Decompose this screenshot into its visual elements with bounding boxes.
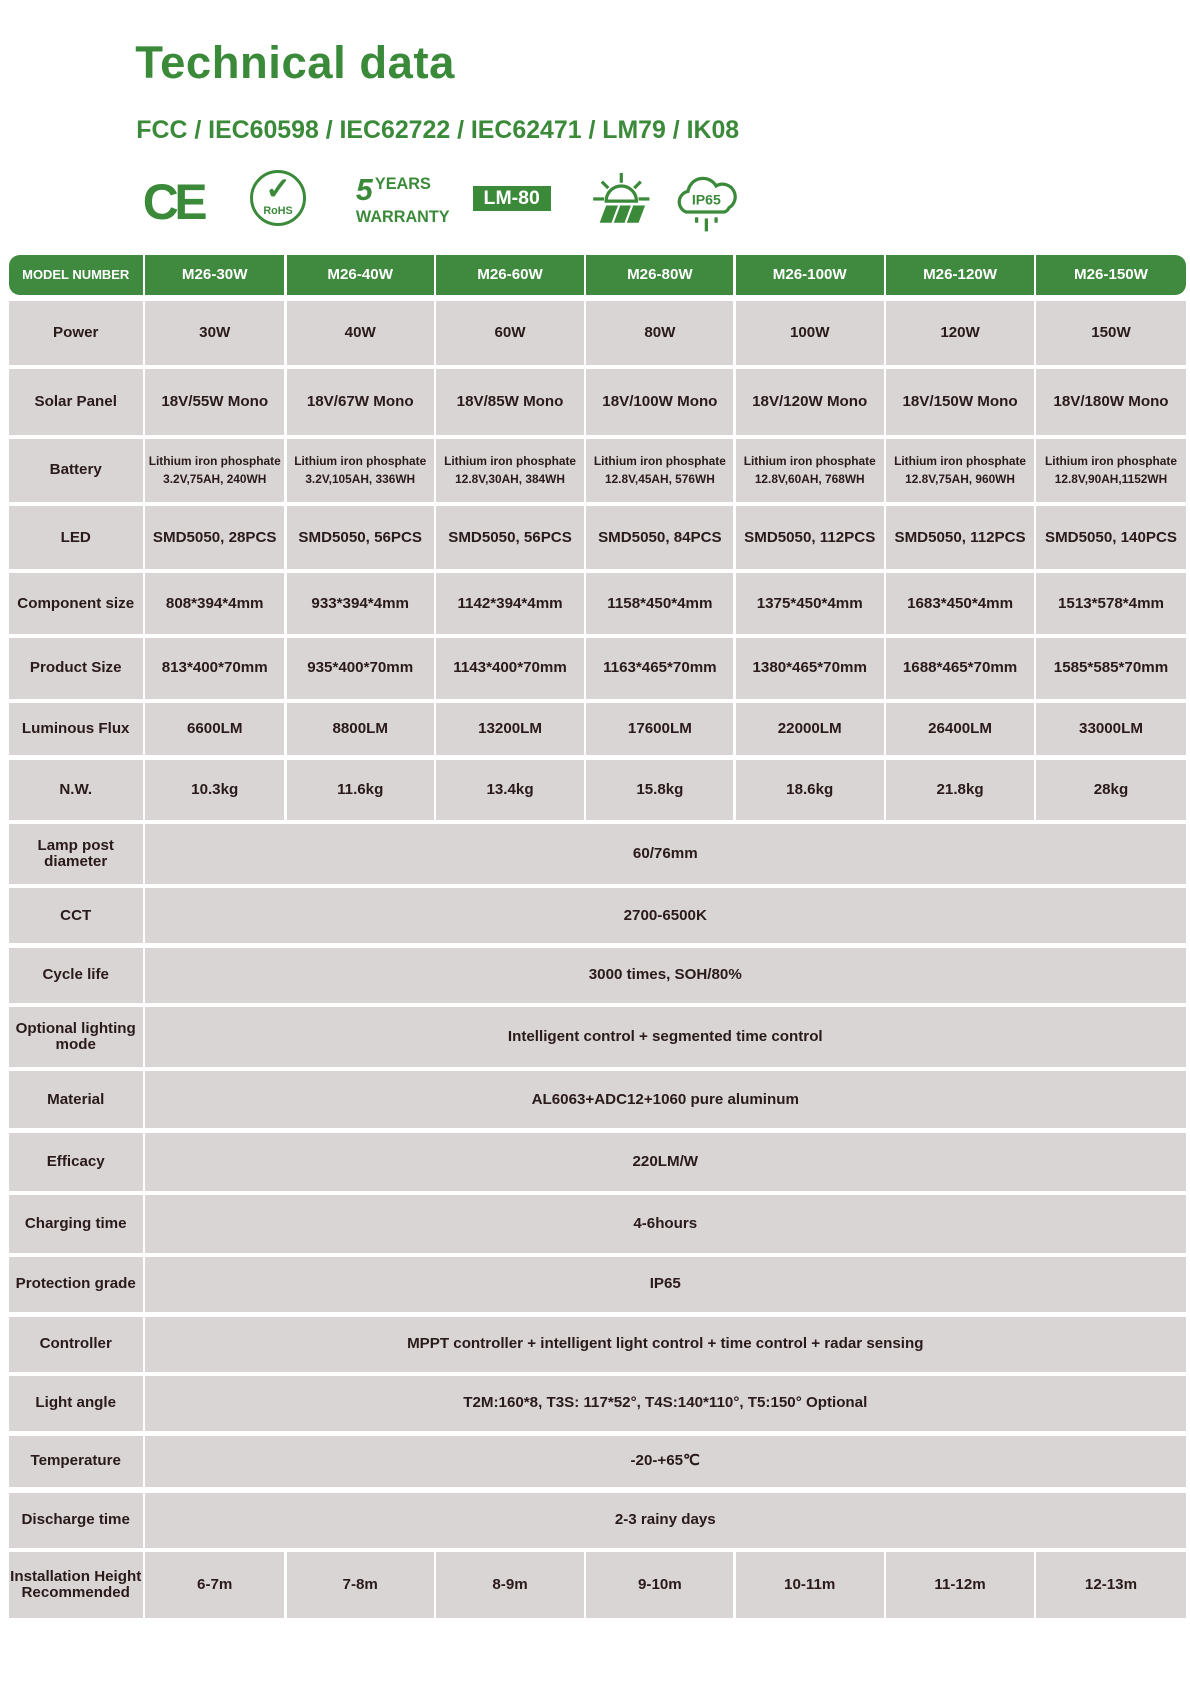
row-value-text: 10-11m — [784, 1576, 836, 1594]
rohs-label: RoHS — [263, 205, 293, 218]
row-value-merged — [145, 1317, 1186, 1372]
row-value — [1036, 703, 1185, 755]
row-value-text: 9-10m — [638, 1576, 682, 1594]
row-label-text: Charging time — [24, 1214, 127, 1232]
row-label-text: CCT — [60, 906, 92, 924]
row-value — [886, 439, 1034, 502]
row-label-text: Protection grade — [15, 1275, 136, 1293]
row-value-text: Lithium iron phosphate 12.8V,75AH, 960WH — [894, 454, 1027, 486]
row-value-text: 1375*450*4mm — [756, 594, 863, 612]
row-value — [145, 573, 285, 634]
row-label-text: Efficacy — [46, 1152, 105, 1170]
table-row — [9, 369, 1186, 435]
row-value-text: 11.6kg — [337, 781, 384, 799]
header-model-number-text: MODEL NUMBER — [22, 267, 130, 283]
ip65-label: IP65 — [691, 191, 721, 208]
row-label — [9, 1007, 143, 1066]
row-value-text: 17600LM — [627, 720, 692, 737]
header-model — [287, 255, 434, 295]
row-value-text: 18V/180W Mono — [1053, 392, 1169, 410]
row-value — [736, 369, 884, 435]
header-model-text: M26-30W — [181, 266, 248, 284]
row-value-text: Lithium iron phosphate 3.2V,75AH, 240WH — [148, 454, 281, 486]
row-value — [586, 506, 733, 569]
row-value — [145, 703, 285, 755]
row-value-text: 6-7m — [197, 1576, 233, 1594]
row-value-text: 11-12m — [934, 1576, 986, 1594]
row-value-text: 1688*465*70mm — [902, 659, 1018, 677]
row-value — [436, 638, 584, 699]
row-label-text: Discharge time — [21, 1511, 130, 1529]
row-value — [736, 638, 884, 699]
warranty-years: YEARS — [374, 175, 431, 194]
row-value — [436, 1552, 584, 1618]
row-value — [1036, 573, 1185, 634]
row-value — [287, 301, 434, 365]
row-value — [886, 506, 1034, 569]
row-value — [287, 638, 434, 699]
row-value-text: 18.6kg — [786, 781, 834, 799]
table-row — [9, 888, 1186, 943]
row-value-text: 18V/120W Mono — [752, 392, 868, 410]
row-value-text: 18V/55W Mono — [161, 392, 269, 410]
row-value — [436, 301, 584, 365]
row-value-text: SMD5050, 140PCS — [1044, 528, 1177, 546]
row-label — [9, 1257, 143, 1312]
row-value-merged — [145, 1257, 1186, 1312]
row-label — [9, 1493, 143, 1548]
row-value — [436, 506, 584, 569]
header-model-text: M26-120W — [923, 266, 998, 284]
row-value-text: 15.8kg — [636, 781, 684, 799]
row-label — [9, 1436, 143, 1488]
table-row — [9, 573, 1186, 634]
row-value-text: 33000LM — [1079, 720, 1143, 737]
table-row — [9, 1436, 1186, 1488]
row-value-merged-text: MPPT controller + intelligent light control + time control + radar sensing — [407, 1334, 924, 1352]
row-value — [1036, 638, 1185, 699]
row-label-text: Product Size — [29, 659, 122, 677]
row-value-text: 10.3kg — [191, 781, 239, 799]
row-label — [9, 824, 143, 883]
row-value — [145, 506, 285, 569]
header-model-text: M26-80W — [627, 266, 693, 284]
row-label-text: Lamp post diameter — [37, 836, 114, 871]
row-value-merged-text: 220LM/W — [632, 1152, 699, 1170]
header-model-number — [9, 255, 143, 295]
row-value-text: 60W — [494, 323, 526, 341]
row-value — [287, 506, 434, 569]
row-label — [9, 1133, 143, 1191]
row-label — [9, 703, 143, 755]
row-label-text: Battery — [49, 461, 102, 479]
row-value — [1036, 439, 1185, 502]
row-value-merged-text: -20-+65℃ — [630, 1452, 701, 1470]
row-value-text: Lithium iron phosphate 12.8V,90AH,1152WH — [1045, 454, 1177, 486]
row-value-text: 1158*450*4mm — [607, 594, 713, 612]
header-model — [886, 255, 1034, 295]
row-value — [736, 1552, 884, 1618]
row-value-text: 1683*450*4mm — [907, 594, 1014, 612]
table-row — [9, 1552, 1186, 1618]
row-value-text: 1143*400*70mm — [453, 659, 567, 677]
row-value-merged — [145, 888, 1186, 943]
row-value-text: Lithium iron phosphate 3.2V,105AH, 336WH — [294, 454, 427, 486]
table-header-row — [9, 255, 1186, 295]
row-label-text: Luminous Flux — [21, 720, 130, 737]
row-value-text: 8800LM — [332, 720, 388, 737]
row-label — [9, 888, 143, 943]
header-model — [436, 255, 584, 295]
row-value — [886, 760, 1034, 819]
row-label — [9, 1376, 143, 1431]
row-value-merged — [145, 1071, 1186, 1128]
table-row — [9, 948, 1186, 1003]
row-value-text: Lithium iron phosphate 12.8V,45AH, 576WH — [593, 454, 726, 486]
row-value-merged-text: 60/76mm — [632, 844, 698, 862]
row-value — [586, 369, 733, 435]
row-value-text: Lithium iron phosphate 12.8V,60AH, 768WH — [743, 454, 876, 486]
solar-panel-sun-icon — [591, 173, 652, 232]
row-value-merged — [145, 948, 1186, 1003]
row-value-text: 40W — [344, 323, 376, 341]
table-row — [9, 1317, 1186, 1372]
lm80-icon: LM-80 — [473, 186, 551, 211]
row-value-text: SMD5050, 112PCS — [744, 528, 876, 546]
row-value — [145, 369, 285, 435]
row-value-merged — [145, 1493, 1186, 1548]
row-value-merged-text: 2700-6500K — [623, 906, 707, 924]
row-label — [9, 638, 143, 699]
row-label-text: Solar Panel — [34, 392, 117, 410]
row-label-text: Controller — [39, 1334, 112, 1352]
row-value — [736, 439, 884, 502]
row-value — [586, 703, 733, 755]
table-row — [9, 1071, 1186, 1128]
table-row — [9, 1257, 1186, 1312]
row-label-text: Material — [47, 1090, 105, 1108]
row-value — [145, 439, 285, 502]
row-value-merged-text: AL6063+ADC12+1060 pure aluminum — [531, 1090, 799, 1108]
row-value — [586, 439, 733, 502]
row-value — [145, 1552, 285, 1618]
row-label — [9, 369, 143, 435]
row-value — [145, 301, 285, 365]
row-label — [9, 1195, 143, 1252]
row-value-text: 18V/150W Mono — [902, 392, 1018, 410]
row-label-text: Light angle — [35, 1394, 117, 1412]
row-value-text: 18V/85W Mono — [456, 392, 564, 410]
row-value-merged — [145, 824, 1186, 883]
header-model — [145, 255, 285, 295]
row-value — [736, 703, 884, 755]
row-value-merged-text: T2M:160*8, T3S: 117*52°, T4S:140*110°, T5:150° Optional — [463, 1394, 868, 1412]
row-value-text: SMD5050, 112PCS — [894, 528, 1026, 546]
row-value — [1036, 1552, 1185, 1618]
row-label — [9, 1071, 143, 1128]
row-value — [287, 1552, 434, 1618]
row-value — [287, 760, 434, 819]
row-value-text: 1513*578*4mm — [1058, 594, 1164, 612]
row-label-text: Installation Height Recommended — [10, 1568, 142, 1602]
row-value-merged-text: IP65 — [649, 1275, 681, 1293]
row-value — [886, 301, 1034, 365]
row-value-merged — [145, 1133, 1186, 1191]
row-value-text: 21.8kg — [936, 781, 984, 799]
row-value — [436, 760, 584, 819]
row-value-text: 8-9m — [492, 1576, 528, 1594]
row-value — [436, 369, 584, 435]
row-value — [1036, 369, 1185, 435]
row-value-text: 100W — [789, 323, 830, 341]
row-value-text: Lithium iron phosphate 12.8V,30AH, 384WH — [444, 454, 576, 486]
row-value-text: 28kg — [1093, 781, 1129, 799]
table-row — [9, 1133, 1186, 1191]
row-value-merged — [145, 1195, 1186, 1252]
row-value — [886, 1552, 1034, 1618]
warranty-icon — [356, 175, 450, 225]
row-value-text: 933*394*4mm — [311, 594, 409, 612]
row-value-merged-text: 4-6hours — [633, 1214, 698, 1232]
row-label — [9, 948, 143, 1003]
row-value-merged — [145, 1007, 1186, 1066]
row-value-merged — [145, 1376, 1186, 1431]
header-model-text: M26-100W — [772, 266, 847, 284]
row-value — [736, 301, 884, 365]
row-value-text: 13.4kg — [486, 781, 534, 799]
table-row — [9, 760, 1186, 819]
table-row — [9, 301, 1186, 365]
row-value-merged-text: 2-3 rainy days — [614, 1511, 716, 1529]
ip65-rain-icon — [675, 173, 738, 239]
row-value — [736, 760, 884, 819]
row-label-text: N.W. — [59, 781, 93, 799]
header-model — [736, 255, 884, 295]
page-title: Technical data — [135, 36, 455, 88]
header-model-text: M26-40W — [327, 266, 393, 284]
row-value — [886, 573, 1034, 634]
table-row — [9, 439, 1186, 502]
row-value-text: 1585*585*70mm — [1053, 659, 1169, 677]
row-value-merged-text: Intelligent control + segmented time control — [507, 1027, 823, 1045]
ce-icon: CE — [142, 174, 204, 231]
row-label — [9, 301, 143, 365]
row-label-text: LED — [60, 528, 91, 546]
row-label — [9, 1317, 143, 1372]
row-value-text: 120W — [940, 323, 980, 341]
row-value — [145, 638, 285, 699]
row-value-text: 1380*465*70mm — [752, 659, 867, 677]
row-value — [586, 760, 733, 819]
warranty-number: 5 — [355, 174, 373, 208]
row-value — [886, 638, 1034, 699]
row-value — [436, 439, 584, 502]
header-model — [586, 255, 733, 295]
row-label-text: Component size — [17, 594, 135, 612]
rohs-icon: ✓ RoHS — [250, 170, 306, 226]
table-row — [9, 703, 1186, 755]
row-value — [287, 573, 434, 634]
row-value-text: 22000LM — [777, 720, 842, 737]
row-value-text: SMD5050, 84PCS — [598, 528, 722, 546]
row-value-text: 808*394*4mm — [165, 594, 264, 612]
row-label-text: Optional lighting mode — [15, 1019, 136, 1053]
header-model-text: M26-60W — [477, 266, 543, 284]
row-value-text: 80W — [644, 323, 676, 341]
row-value — [1036, 506, 1185, 569]
header-model — [1036, 255, 1185, 295]
table-row — [9, 1493, 1186, 1548]
row-label-text: Cycle life — [42, 966, 109, 984]
row-value-text: 7-8m — [342, 1576, 378, 1594]
header-model-text: M26-150W — [1073, 266, 1148, 284]
table-row — [9, 1195, 1186, 1252]
table-row — [9, 506, 1186, 569]
row-value-text: 13200LM — [478, 720, 542, 737]
row-value-text: 6600LM — [186, 720, 243, 737]
row-value-text: 1142*394*4mm — [457, 594, 563, 612]
row-value — [586, 638, 733, 699]
row-value — [145, 760, 285, 819]
row-value-text: 18V/100W Mono — [602, 392, 718, 410]
table-row — [9, 824, 1186, 883]
row-value — [736, 506, 884, 569]
row-value-text: 12-13m — [1084, 1576, 1138, 1594]
table-row — [9, 1376, 1186, 1431]
row-value — [886, 369, 1034, 435]
row-value — [586, 301, 733, 365]
table-row — [9, 1007, 1186, 1066]
row-value — [287, 369, 434, 435]
row-value — [736, 573, 884, 634]
row-value — [1036, 760, 1185, 819]
row-value — [1036, 301, 1185, 365]
row-label-text: Power — [53, 323, 99, 341]
row-value-merged-text: 3000 times, SOH/80% — [588, 966, 742, 984]
row-value-text: SMD5050, 56PCS — [298, 528, 422, 546]
row-label — [9, 439, 143, 502]
row-label — [9, 760, 143, 819]
row-value — [436, 573, 584, 634]
standards-list: FCC / IEC60598 / IEC62722 / IEC62471 / LM79 / IK08 — [136, 115, 740, 144]
row-label-text: Temperature — [30, 1452, 121, 1470]
row-value-text: SMD5050, 56PCS — [448, 528, 572, 546]
row-value-text: 30W — [199, 323, 231, 341]
row-value-text: 935*400*70mm — [307, 659, 414, 677]
row-label — [9, 1552, 143, 1618]
row-value-text: 26400LM — [928, 720, 993, 737]
row-value-text: 150W — [1091, 323, 1131, 341]
table-row — [9, 638, 1186, 699]
warranty-word: WARRANTY — [355, 207, 450, 226]
row-label — [9, 506, 143, 569]
row-value — [586, 573, 733, 634]
row-value-text: 18V/67W Mono — [306, 392, 414, 410]
row-value-text: 813*400*70mm — [161, 659, 268, 677]
row-value-text: 1163*465*70mm — [603, 659, 717, 677]
row-value-text: SMD5050, 28PCS — [152, 528, 277, 546]
row-label — [9, 573, 143, 634]
row-value — [287, 439, 434, 502]
row-value — [586, 1552, 733, 1618]
row-value — [287, 703, 434, 755]
row-value — [436, 703, 584, 755]
row-value — [886, 703, 1034, 755]
row-value-merged — [145, 1436, 1186, 1488]
